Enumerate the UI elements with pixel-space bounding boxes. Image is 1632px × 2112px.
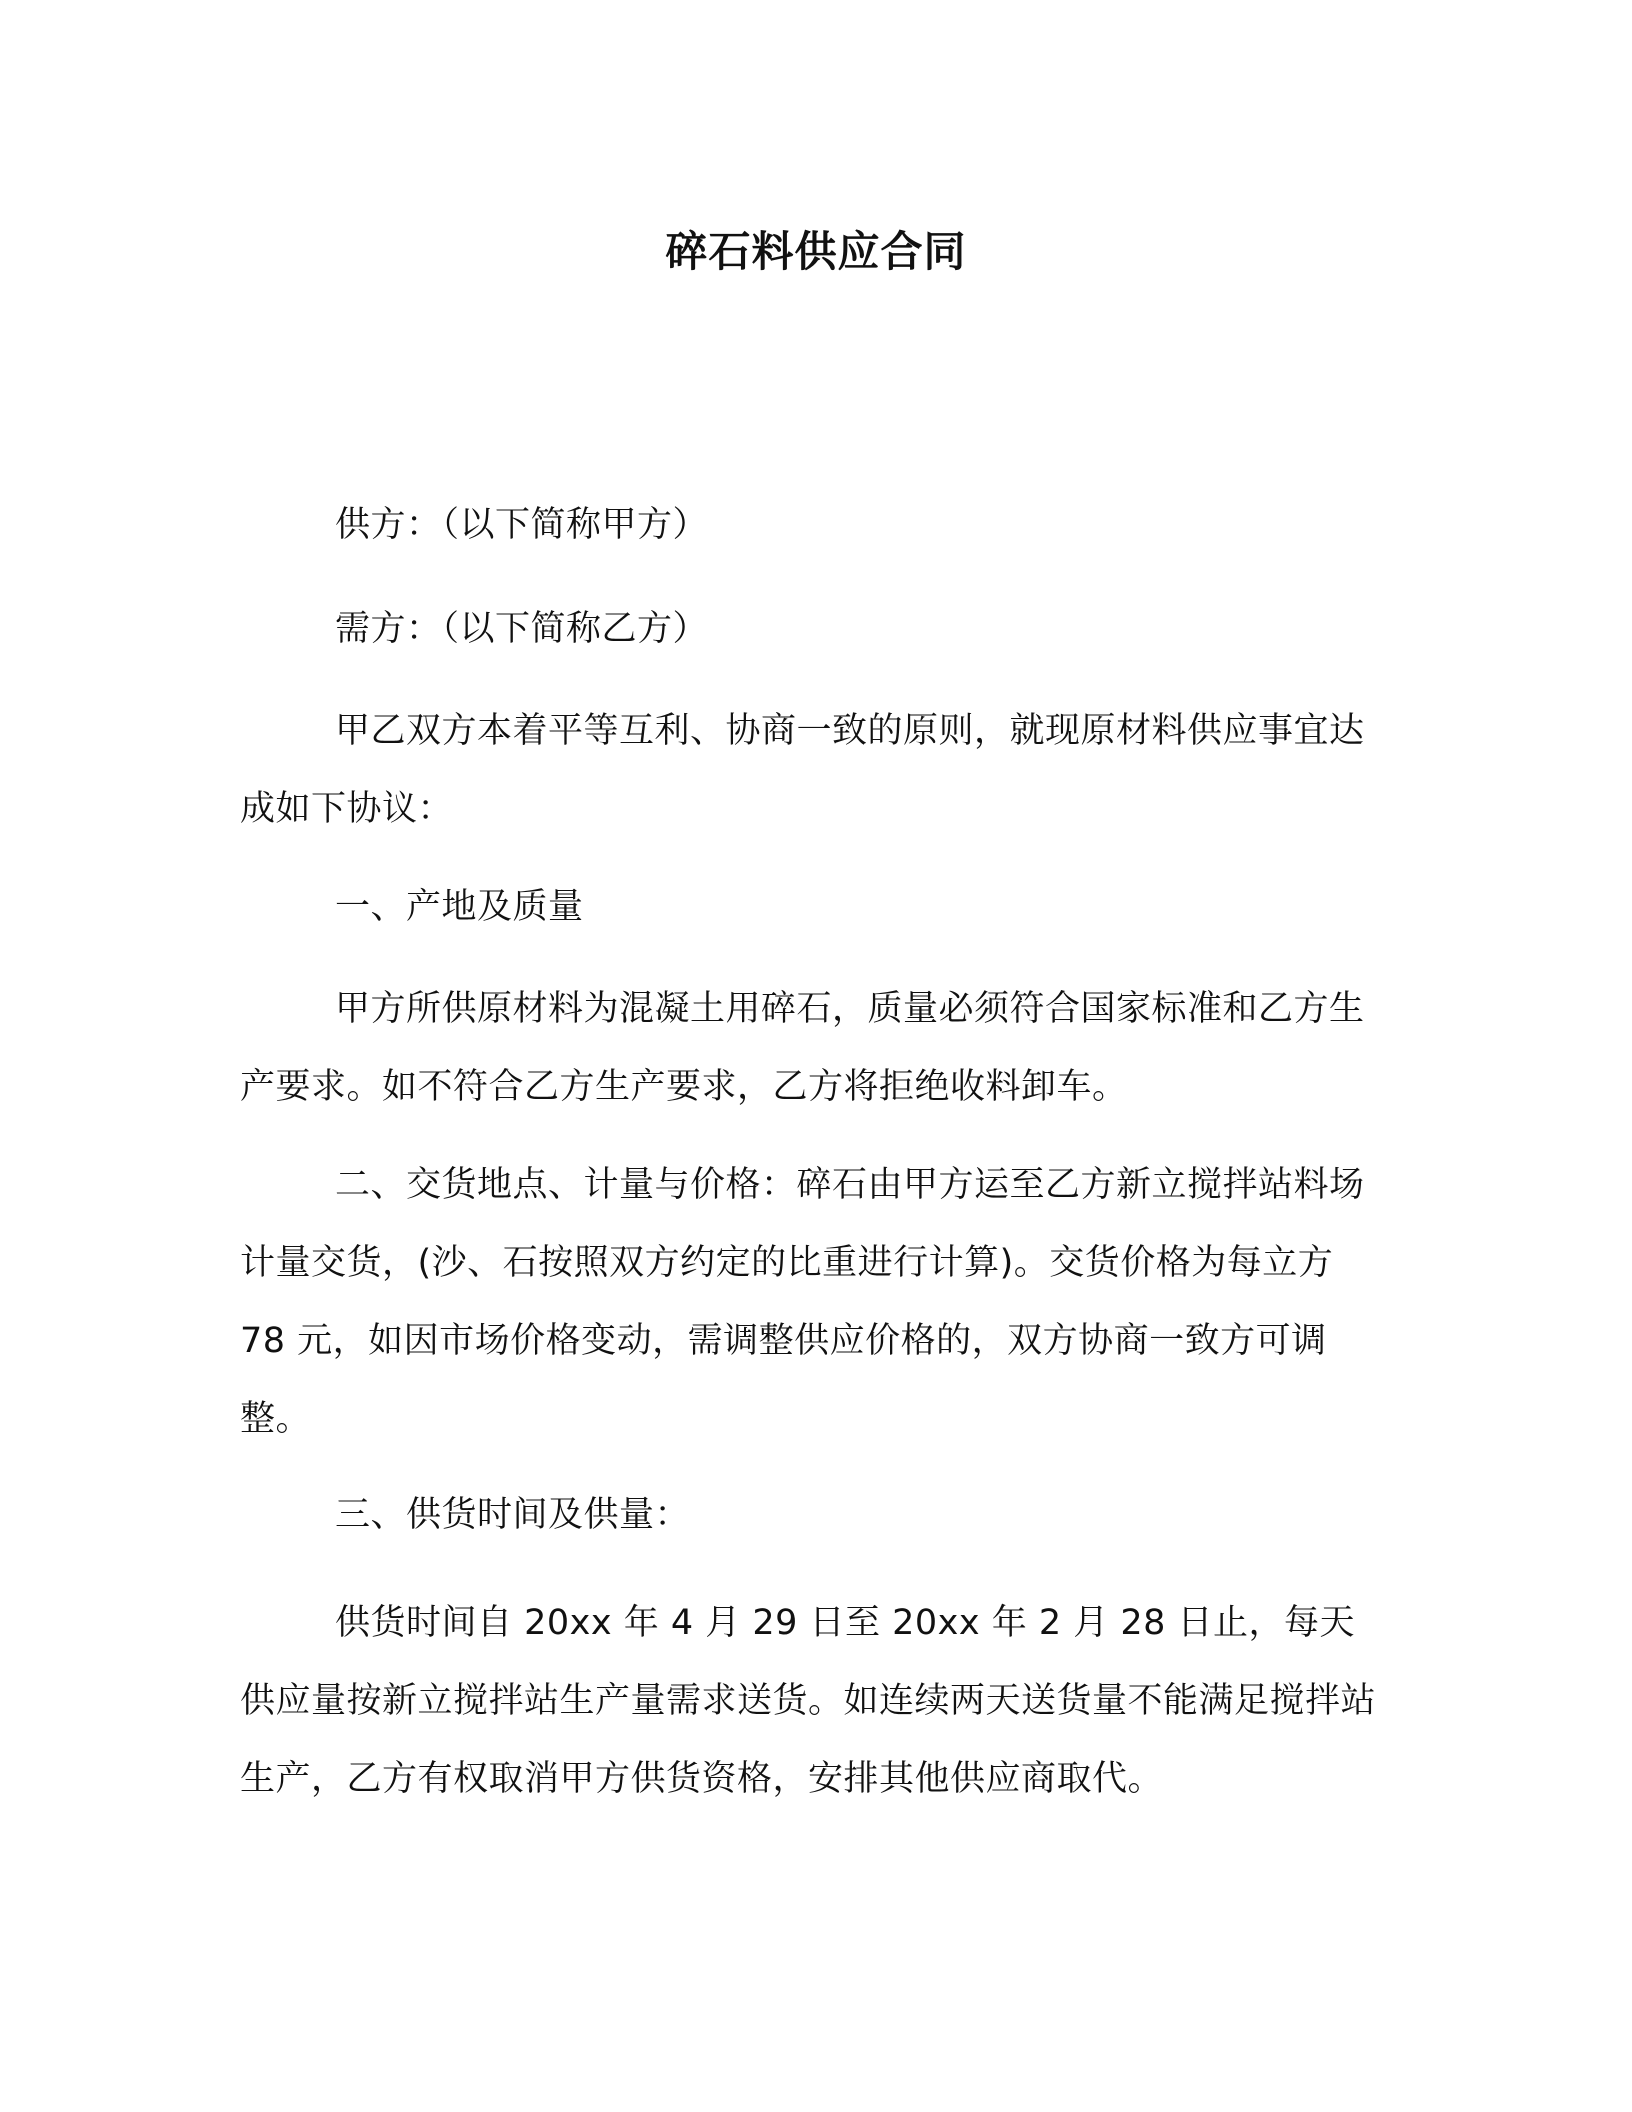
- contract-title: 碎石料供应合同: [665, 227, 967, 276]
- section-3-paragraph: 供货时间自 20xx 年 4 月 29 日至 20xx 年 2 月 28 日止，每天供应量按新立搅拌站生产量需求送货。如连续两天送货量不能满足搅拌站生产，乙方有权取消甲方供货资格，安排其他供应商取代。: [240, 1603, 1377, 1799]
- section-3-heading: 三、供货时间及供量：: [335, 1495, 691, 1535]
- buyer-line: 需方：（以下简称乙方）: [335, 609, 709, 649]
- section-2-paragraph: 二、交货地点、计量与价格：碎石由甲方运至乙方新立搅拌站料场计量交货，(沙、石按照双方约定的比重进行计算)。交货价格为每立方 78 元，如因市场价格变动，需调整供应价格的，双方协商一致方可调整。: [240, 1165, 1365, 1439]
- preamble-paragraph: 甲乙双方本着平等互利、协商一致的原则，就现原材料供应事宜达成如下协议：: [240, 711, 1365, 829]
- supplier-line: 供方：（以下简称甲方）: [335, 505, 709, 545]
- section-1-heading: 一、产地及质量: [335, 887, 584, 927]
- section-1-paragraph: 甲方所供原材料为混凝土用碎石，质量必须符合国家标准和乙方生产要求。如不符合乙方生产要求，乙方将拒绝收料卸车。: [240, 989, 1365, 1107]
